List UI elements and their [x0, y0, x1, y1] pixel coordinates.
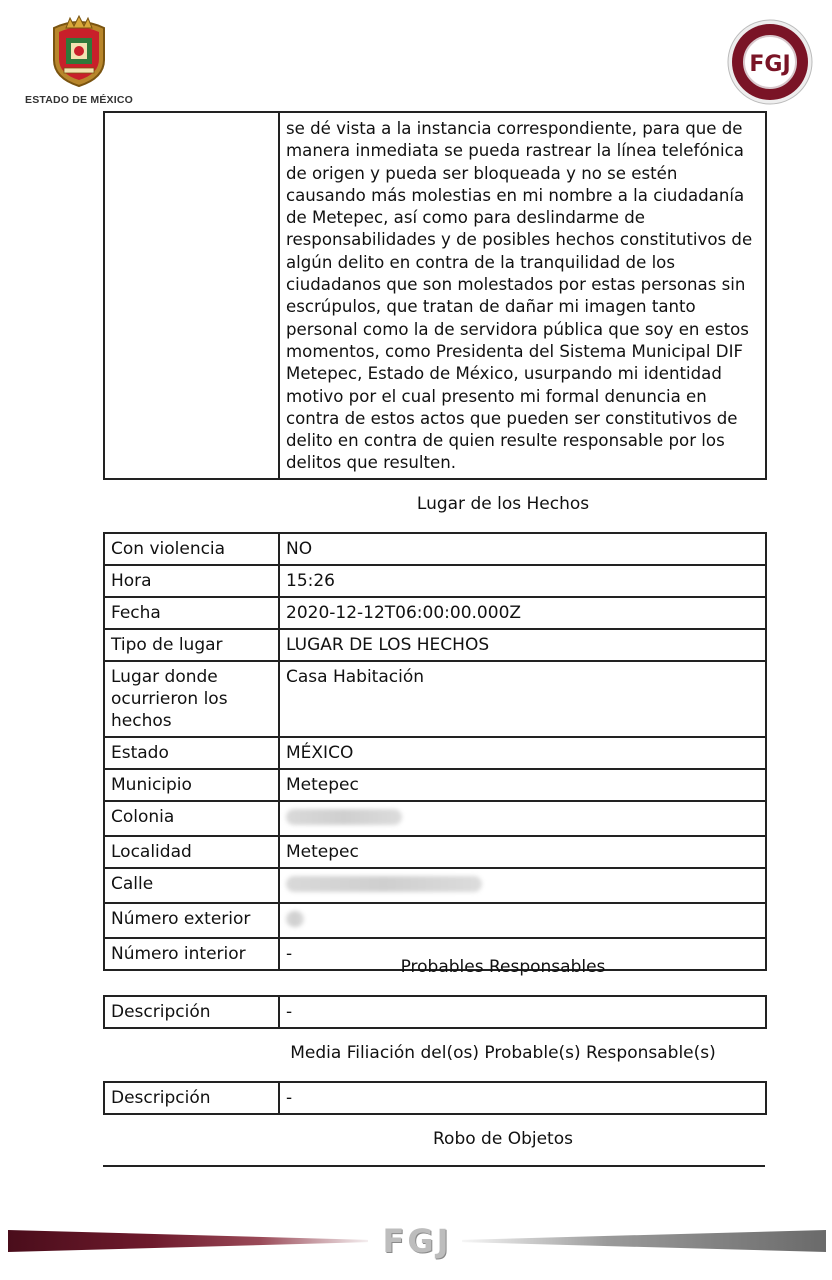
row-label: Descripción [104, 996, 279, 1028]
fgj-seal-icon [726, 18, 814, 106]
row-label: Fecha [104, 597, 279, 629]
row-label: Lugar donde ocurrieron los hechos [104, 661, 279, 737]
lugar-section-title: Lugar de los Hechos [416, 494, 590, 514]
probables-table [103, 995, 767, 1029]
row-label: Con violencia [104, 533, 279, 565]
row-label: Número exterior [104, 903, 279, 938]
table-row [104, 801, 766, 836]
footer-banner [0, 1222, 832, 1262]
footer-logo-text: FGJ [382, 1222, 452, 1260]
lugar-table [103, 532, 767, 971]
row-label: Localidad [104, 836, 279, 868]
row-label: Calle [104, 868, 279, 903]
row-value: 15:26 [279, 565, 766, 597]
table-row [104, 112, 766, 479]
table-row [104, 1082, 766, 1114]
row-value: MÉXICO [279, 737, 766, 769]
row-label: Descripción [104, 1082, 279, 1114]
row-label: Número interior [104, 938, 279, 970]
row-value: NO [279, 533, 766, 565]
row-value: - [279, 938, 766, 970]
table-row [104, 836, 766, 868]
table-row [104, 737, 766, 769]
section-divider [103, 1165, 765, 1167]
table-row [104, 565, 766, 597]
filiacion-table [103, 1081, 767, 1115]
table-row [104, 903, 766, 938]
table-row [104, 629, 766, 661]
redacted-numero-exterior [279, 903, 766, 938]
table-row [104, 533, 766, 565]
row-label: Hora [104, 565, 279, 597]
estado-de-mexico-logo [22, 14, 136, 106]
state-name: ESTADO DE MÉXICO [24, 94, 133, 106]
row-value: - [279, 1082, 766, 1114]
row-value: 2020-12-12T06:00:00.000Z [279, 597, 766, 629]
table-row [104, 661, 766, 737]
footer-band-left [8, 1230, 368, 1252]
table-row [104, 996, 766, 1028]
row-value: Metepec [279, 769, 766, 801]
row-value: LUGAR DE LOS HECHOS [279, 629, 766, 661]
footer-band-right [462, 1230, 826, 1252]
row-value: - [279, 996, 766, 1028]
row-label: Colonia [104, 801, 279, 836]
table-row [104, 868, 766, 903]
row-value: Casa Habitación [279, 661, 766, 737]
narrative-table [103, 111, 767, 480]
row-label: Tipo de lugar [104, 629, 279, 661]
probables-section-title: Probables Responsables [400, 957, 606, 977]
filiacion-section-title: Media Filiación del(os) Probable(s) Responsable(s) [290, 1043, 716, 1063]
narrative-label-cell [104, 112, 279, 479]
row-value: Metepec [279, 836, 766, 868]
row-label: Municipio [104, 769, 279, 801]
table-row [104, 769, 766, 801]
coat-of-arms-icon [46, 14, 112, 88]
table-row [104, 597, 766, 629]
redacted-calle [279, 868, 766, 903]
robo-section-title: Robo de Objetos [433, 1129, 573, 1149]
seal-text: FGJ [749, 52, 791, 77]
redacted-colonia [279, 801, 766, 836]
row-label: Estado [104, 737, 279, 769]
narrative-text: se dé vista a la instancia correspondiente, para que de manera inmediata se pueda rastrear la línea telefónica de origen y pueda ser bloqueada y no se estén causando más molestias en mi nombre a la ciudadanía de Metepec, así como para deslindarme de responsabilidades y de posibles hechos constitutivos de algún delito en contra de la tranquilidad de los ciudadanos que son molestados por estas personas sin escrúpulos, que tratan de dañar mi imagen tanto personal como la de servidora pública que soy en estos momentos, como Presidenta del Sistema Municipal DIF Metepec, Estado de México, usurpando mi identidad motivo por el cual presento mi formal denuncia en contra de estos actos que pueden ser constitutivos de delito en contra de quien resulte responsable por los delitos que resulten. [279, 112, 766, 479]
